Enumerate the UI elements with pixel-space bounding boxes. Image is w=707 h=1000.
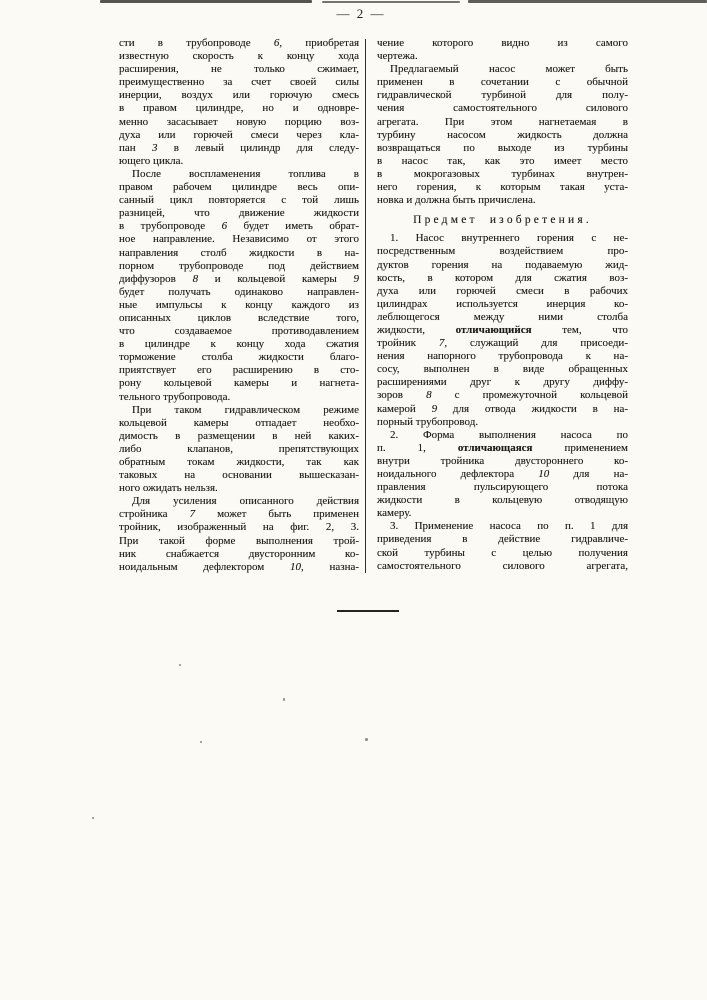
text-line: самостоятельного силового агрегата,: [377, 559, 628, 572]
right-column: [377, 37, 628, 573]
text-line: духа или горючей смеси через кла-: [119, 128, 359, 141]
text-line: торможение столба жидкости благо-: [119, 351, 359, 364]
text-line: пан 3 в левый цилиндр для следу-: [119, 141, 360, 154]
text-line: санный цикл повторяется с той лишь: [119, 194, 359, 207]
text-line: в цилиндре к концу хода сжатия: [119, 338, 359, 351]
text-line: возвращаться по выходе из турбины: [377, 141, 628, 154]
text-line: агрегата. При этом нагнетаемая в: [377, 115, 628, 128]
text-line: правом рабочем цилиндре весь опи-: [119, 181, 359, 194]
text-line: При таком гидравлическом режиме: [132, 403, 359, 416]
text-line: применен в сочетании с обычной: [377, 76, 628, 89]
text-line: ное направление. Независимо от этого: [119, 233, 359, 246]
text-line: ного ожидать нельзя.: [119, 482, 218, 495]
text-line: дуктов горения на подаваемую жид-: [377, 258, 628, 271]
text-line: диффузоров 8 и кольцевой камеры 9: [119, 272, 359, 285]
text-line: в насос так, как это имеет место: [377, 154, 628, 167]
text-line: чение которого видно из самого: [377, 37, 628, 49]
text-line: либо клапанов, препятствующих: [119, 442, 359, 455]
text-line: кольцевой камеры отпадает необхо-: [119, 416, 359, 429]
text-line: стройника 7 может быть применен: [119, 508, 360, 521]
text-line: в правом цилиндре, но и одновре-: [119, 102, 359, 115]
text-line: 2. Форма выполнения насоса по: [390, 428, 628, 441]
text-line: зоров 8 с промежуточной кольцевой: [377, 389, 628, 402]
text-line: внутри тройника двустороннего ко-: [377, 454, 628, 467]
text-line: известную скорость к концу хода: [119, 50, 359, 63]
text-line: расширения, не только сжимает,: [119, 63, 359, 76]
text-line: ноидального дефлектора 10 для на-: [377, 468, 629, 480]
scan-speck: [92, 817, 94, 819]
text-line: духа или горючей смеси в рабочих: [377, 284, 628, 297]
left-column: [119, 37, 359, 574]
text-line: камерой 9 для отвода жидкости в на-: [377, 402, 628, 415]
text-line: таковых на основании вышесказан-: [119, 469, 359, 482]
text-line: тельного трубопровода.: [119, 390, 231, 403]
text-line: нения напорного трубопровода к на-: [377, 350, 628, 363]
column-divider: [365, 39, 366, 573]
text-line: рону кольцевой камеры и нагнета-: [119, 377, 359, 390]
text-line: леблющегося между ними столба: [377, 310, 628, 323]
text-line: инерции, воздух или горючую смесь: [119, 89, 359, 102]
text-line: тройник 7, служащий для присоеди-: [377, 337, 628, 350]
text-line: разницей, что движение жидкости: [119, 207, 359, 220]
paragraph: [377, 520, 628, 572]
text-line: турбину насосом жидкость должна: [377, 128, 628, 141]
section-end-rule: [337, 610, 399, 612]
text-line: менно засасывает новую порцию воз-: [119, 115, 359, 128]
text-line: в трубопроводе 6 будет иметь обрат-: [119, 220, 360, 233]
scan-artifact-top-middle: [322, 1, 460, 3]
text-line: цилиндрах используется инерция ко-: [377, 297, 628, 310]
text-line: Для усиления описанного действия: [132, 495, 359, 508]
text-line: правления пульсирующего потока: [377, 481, 628, 494]
text-line: ноидальным дефлектором 10, назна-: [119, 560, 359, 573]
paragraph: [377, 63, 628, 207]
text-line: будет получать одинаково направлен-: [119, 285, 359, 298]
text-line: ющего цикла.: [119, 154, 184, 167]
text-line: порный трубопровод.: [377, 415, 479, 428]
paragraph: [119, 495, 359, 574]
text-line: приведения в действие гидравличе-: [377, 533, 628, 546]
text-line: него горения, к которым такая уста-: [377, 181, 628, 194]
text-line: жидкости в кольцевую отводящую: [377, 494, 628, 507]
text-line: кость, в котором для сжатия воз-: [377, 271, 628, 284]
paragraph: [119, 404, 359, 496]
scan-speck: [283, 698, 285, 701]
text-line: в мокрогазовых турбинах внутрен-: [377, 167, 628, 180]
section-heading: Предмет изобретения.: [413, 214, 592, 227]
text-line: 1. Насос внутреннего горения с не-: [390, 232, 628, 245]
paragraph: [377, 429, 628, 521]
scan-speck: [179, 664, 181, 666]
text-line: посредственным воздействием про-: [377, 245, 628, 258]
paragraph: [377, 37, 628, 63]
text-line: сти в трубопроводе 6, приобретая: [119, 37, 360, 49]
scan-speck: [200, 741, 202, 743]
text-line: жидкости, отличающийся тем, что: [377, 323, 628, 336]
scan-artifact-top-left: [100, 0, 312, 3]
text-line: обратным токам жидкости, так как: [119, 456, 359, 468]
text-line: чертежа.: [377, 50, 418, 63]
scan-speck: [365, 738, 368, 741]
text-line: камеру.: [377, 507, 412, 520]
text-line: п. 1, отличающаяся применением: [377, 441, 628, 454]
text-line: сосу, выполнен в виде обращенных: [377, 363, 628, 376]
text-line: димость в размещении в ней каких-: [119, 429, 359, 442]
text-line: ской турбины с целью получения: [377, 546, 628, 559]
paragraph: [119, 168, 359, 404]
text-line: порном трубопроводе под действием: [119, 259, 359, 272]
text-line: тройник, изображенный на фиг. 2, 3.: [119, 521, 359, 534]
text-line: чения самостоятельного силового: [377, 102, 628, 115]
text-line: описанных циклов вследствие того,: [119, 311, 359, 324]
text-line: ные импульсы к концу каждого из: [119, 298, 359, 311]
text-line: гидравлической турбиной для полу-: [377, 89, 628, 102]
text-line: расширениями друг к другу диффу-: [377, 376, 628, 389]
scan-artifact-top-right: [468, 0, 707, 3]
paragraph: [377, 232, 628, 428]
text-line: ник снабжается двусторонним ко-: [119, 547, 359, 560]
page-number: — 2 —: [336, 6, 386, 21]
text-columns: [119, 37, 628, 574]
text-line: новка и должна быть причислена.: [377, 194, 536, 207]
text-line: направления столб жидкости в на-: [119, 246, 359, 259]
text-line: преимущественно за счет своей силы: [119, 76, 359, 89]
text-line: 3. Применение насоса по п. 1 для: [390, 520, 628, 533]
text-line: Предлагаемый насос может быть: [390, 63, 628, 76]
paragraph: [119, 37, 359, 168]
text-line: При такой форме выполнения трой-: [119, 534, 359, 547]
text-line: что создаваемое противодавлением: [119, 325, 359, 338]
text-line: приятствует его расширению в сто-: [119, 364, 359, 377]
text-line: После воспламенения топлива в: [132, 167, 359, 180]
